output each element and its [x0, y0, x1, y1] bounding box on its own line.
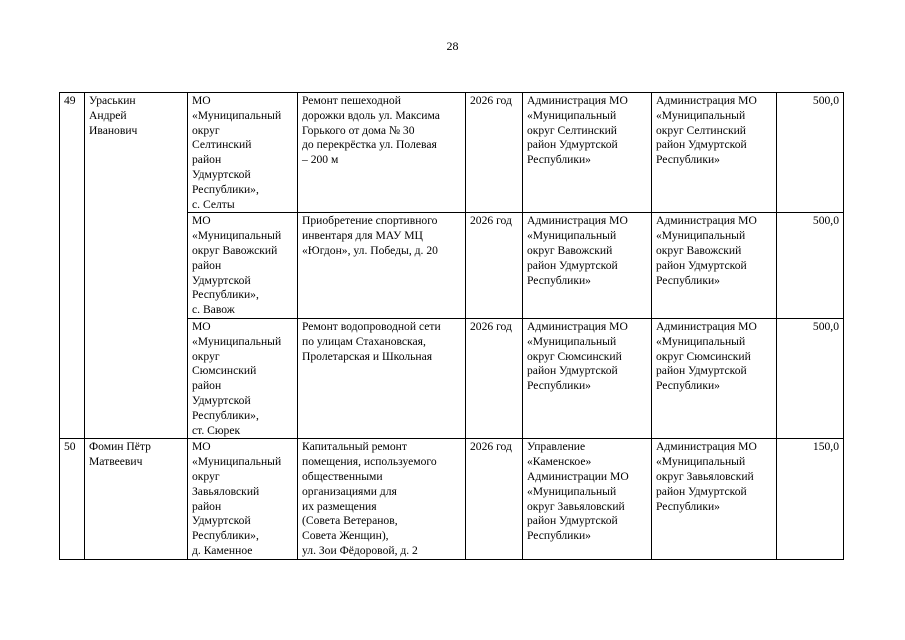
description-cell: Приобретение спортивного инвентаря для МАУ МЦ «Югдон», ул. Победы, д. 20	[298, 213, 466, 319]
year-cell: 2026 год	[466, 318, 523, 438]
row-number-cell: 50	[60, 439, 85, 559]
amount-cell: 500,0	[777, 93, 844, 213]
description-cell: Ремонт пешеходной дорожки вдоль ул. Максима Горького от дома № 30 до перекрёстка ул. Полевая – 200 м	[298, 93, 466, 213]
deputy-name-cell: Ураськин Андрей Иванович	[85, 93, 188, 439]
executor-cell: Управление «Каменское» Администрации МО «Муниципальный округ Завьяловский район Удмуртской Республики»	[523, 439, 652, 559]
amount-cell: 150,0	[777, 439, 844, 559]
year-cell: 2026 год	[466, 439, 523, 559]
amount-cell: 500,0	[777, 318, 844, 438]
municipality-cell: МО «Муниципальный округ Сюмсинский район Удмуртской Республики», ст. Сюрек	[188, 318, 298, 438]
recipient-cell: Администрация МО «Муниципальный округ Сюмсинский район Удмуртской Республики»	[652, 318, 777, 438]
recipient-cell: Администрация МО «Муниципальный округ Селтинский район Удмуртской Республики»	[652, 93, 777, 213]
recipient-cell: Администрация МО «Муниципальный округ Вавожский район Удмуртской Республики»	[652, 213, 777, 319]
deputy-name-cell: Фомин Пётр Матвеевич	[85, 439, 188, 559]
executor-cell: Администрация МО «Муниципальный округ Селтинский район Удмуртской Республики»	[523, 93, 652, 213]
executor-cell: Администрация МО «Муниципальный округ Сюмсинский район Удмуртской Республики»	[523, 318, 652, 438]
deputy-orders-table	[59, 92, 844, 560]
municipality-cell: МО «Муниципальный округ Завьяловский район Удмуртской Республики», д. Каменное	[188, 439, 298, 559]
page-number: 28	[446, 39, 459, 53]
table-row	[60, 93, 844, 213]
municipality-cell: МО «Муниципальный округ Селтинский район Удмуртской Республики», с. Селты	[188, 93, 298, 213]
year-cell: 2026 год	[466, 93, 523, 213]
recipient-cell: Администрация МО «Муниципальный округ Завьяловский район Удмуртской Республики»	[652, 439, 777, 559]
row-number-cell: 49	[60, 93, 85, 439]
municipality-cell: МО «Муниципальный округ Вавожский район Удмуртской Республики», с. Вавож	[188, 213, 298, 319]
executor-cell: Администрация МО «Муниципальный округ Вавожский район Удмуртской Республики»	[523, 213, 652, 319]
description-cell: Ремонт водопроводной сети по улицам Стахановская, Пролетарская и Школьная	[298, 318, 466, 438]
description-cell: Капитальный ремонт помещения, используемого общественными организациями для их размещения (Совета Ветеранов, Совета Женщин), ул. Зои Фёдоровой, д. 2	[298, 439, 466, 559]
table-row	[60, 439, 844, 559]
amount-cell: 500,0	[777, 213, 844, 319]
year-cell: 2026 год	[466, 213, 523, 319]
